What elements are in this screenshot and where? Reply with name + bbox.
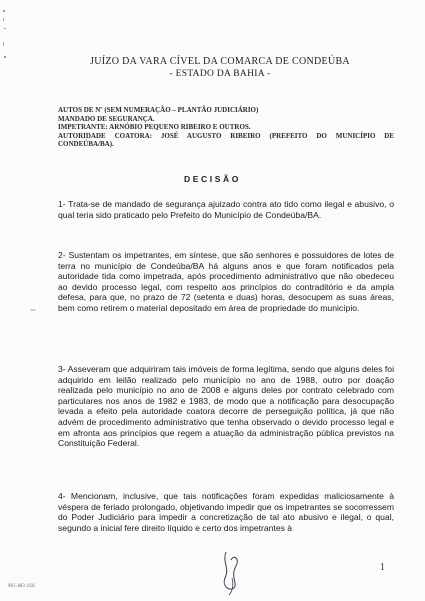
court-name: JUÍZO DA VARA CÍVEL DA COMARCA DE CONDEÚBA xyxy=(90,56,350,67)
footer-code: 981.083.010 xyxy=(8,583,35,588)
left-edge-marks xyxy=(2,8,10,68)
paragraph-3: 3- Asseveram que adquiriram tais imóveis de forma legítima, sendo que alguns deles foi adquirido em leilão realizado pelo município no ano de 1988, outro por doação realizada pelo município no ano de 2008 e alguns deles por contrato celebrado com particulares nos anos de 1982 e 1983, de modo que a notificação para desocupação levada a efeito pela autoridade coatora decorre de perseguição política, já que não advém de procedimento administrativo que tenha observado o devido processo legal e em afronta aos princípios que regem a atuação da administração pública previstos na Constituição Federal. xyxy=(58,364,394,449)
case-autoridade: AUTORIDADE COATORA: JOSÉ AUGUSTO RIBEIRO (PREFEITO DO MUNICÍPIO DE CONDEÚBA/BA). xyxy=(58,131,394,149)
paragraph-2: 2- Sustentam os impetrantes, em síntese, que são senhores e possuidores de lotes de terra no município de Condeúba/BA há alguns anos e que foram notificados pela autoridade tida como impetrada, após procedimento administrativo que não obedeceu ao devido processo legal, com respeito aos princípios do contraditório e da ampla defesa, para que, no prazo de 72 (setenta e duas) horas, desocupem as suas áreas, bem como retirem o material depositado em área de propriedade do município. xyxy=(58,250,394,313)
state-name: - ESTADO DA BAHIA - xyxy=(169,69,271,79)
page-number: 1 xyxy=(380,562,385,573)
case-impetrante: IMPETRANTE: ARNÓBIO PEQUENO RIBEIRO E OUTROS. xyxy=(58,123,251,132)
case-info xyxy=(58,106,394,149)
case-autos: AUTOS DE Nº (SEM NUMERAÇÃO – PLANTÃO JUDICIÁRIO) xyxy=(58,106,259,114)
decision-heading: DECISÃO xyxy=(184,174,241,184)
paragraph-4: 4- Mencionam, inclusive, que tais notificações foram expedidas maliciosamente à véspera de feriado prolongado, objetivando impedir que os impetrantes se socorressem do Poder Judiciário para impedir a concretização de tal ato abusivo e ilegal, o qual, segundo a inicial fere direito líquido e certo dos impetrantes à xyxy=(58,491,394,533)
handwritten-signature xyxy=(212,548,252,596)
paragraph-1: 1- Trata-se de mandado de segurança ajuizado contra ato tido como ilegal e abusivo, o qual teria sido praticado pelo Prefeito do Município de Condeúba/BA. xyxy=(58,199,394,220)
case-mandado: MANDADO DE SEGURANÇA. xyxy=(58,114,155,123)
margin-tick-mark xyxy=(30,307,36,313)
